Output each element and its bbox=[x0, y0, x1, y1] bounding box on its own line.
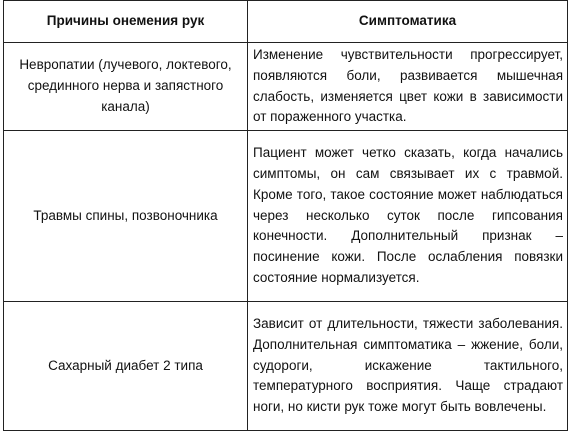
cause-cell: Невропатии (лучевого, локтевого, срединного нерва и запястного канала) bbox=[4, 43, 248, 131]
cause-cell: Травмы спины, позвоночника bbox=[4, 131, 248, 302]
table-row bbox=[4, 43, 568, 131]
symptoms-cell: Пациент может четко сказать, когда начались симптомы, он сам связывает их с травмой. Кроме того, такое состояние может наблюдаться через несколько суток после гипсования конечности. Дополнительный признак – посинение кожи. После ослабления повязки состояние нормализуется. bbox=[248, 131, 568, 302]
table-row bbox=[4, 131, 568, 302]
causes-symptoms-table bbox=[3, 0, 568, 431]
header-causes: Причины онемения рук bbox=[4, 1, 248, 43]
cause-cell: Сахарный диабет 2 типа bbox=[4, 302, 248, 431]
symptoms-cell: Изменение чувствительности прогрессирует, появляются боли, развивается мышечная слабость, изменяется цвет кожи в зависимости от пораженного участка. bbox=[248, 43, 568, 131]
table-header-row bbox=[4, 1, 568, 43]
header-symptoms: Симптоматика bbox=[248, 1, 568, 43]
symptoms-cell: Зависит от длительности, тяжести заболевания. Дополнительная симптоматика – жжение, боли, судороги, искажение тактильного, температурного восприятия. Чаще страдают ноги, но кисти рук тоже могут быть вовлечены. bbox=[248, 302, 568, 431]
table-row bbox=[4, 302, 568, 431]
